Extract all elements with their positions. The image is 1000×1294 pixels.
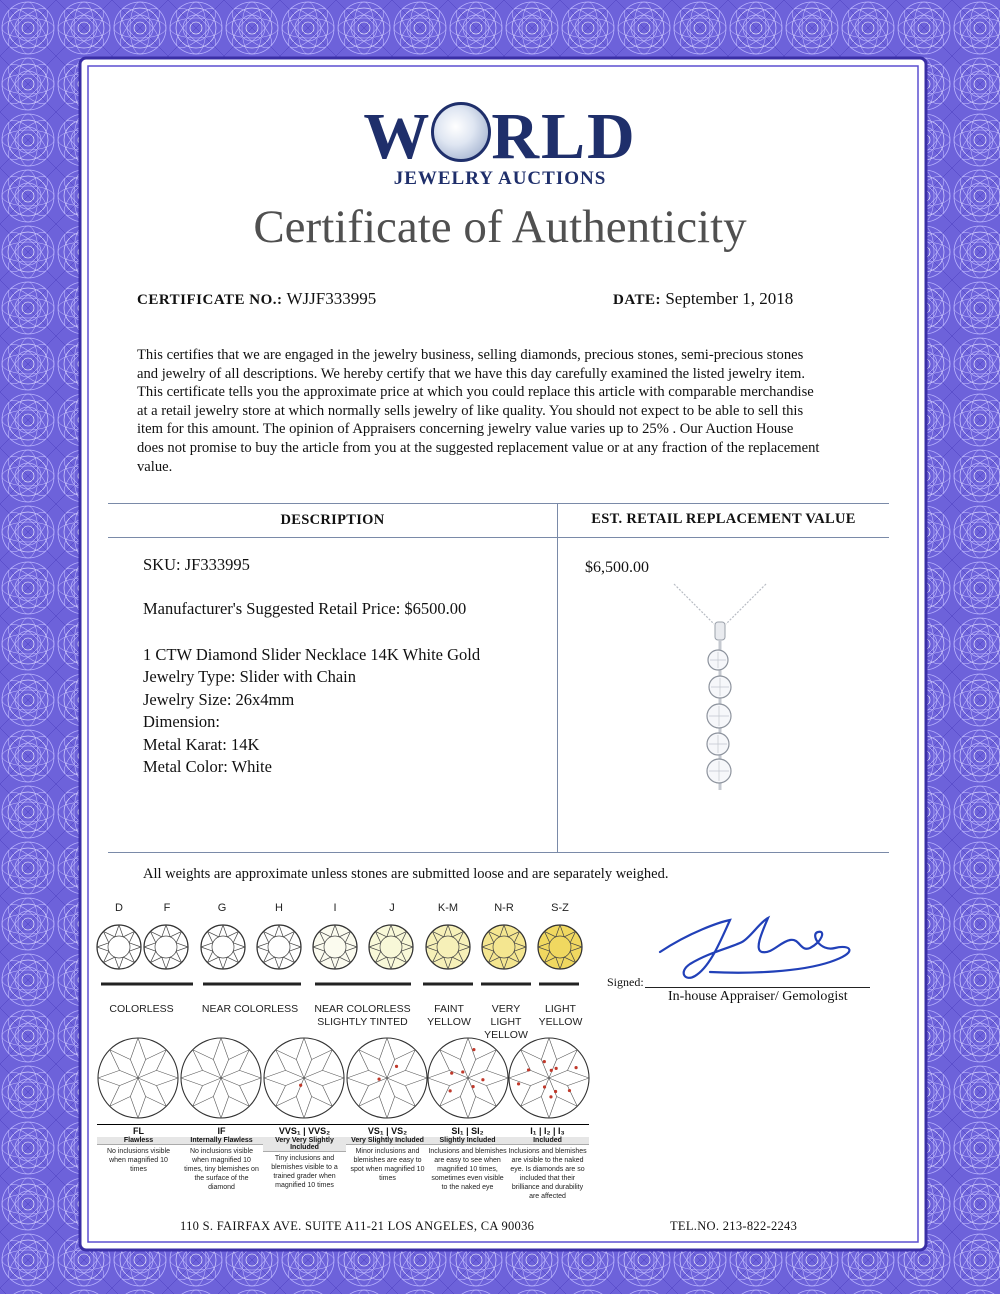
intro-line: value.	[137, 458, 173, 475]
clarity-gem-4	[347, 1038, 427, 1118]
logo-subtitle: JEWELRY AUCTIONS	[393, 168, 607, 189]
description-header: DESCRIPTION	[280, 512, 385, 528]
color-gem-2	[144, 925, 188, 969]
replacement-value: $6,500.00	[585, 559, 649, 576]
intro-line: and jewelry of all descriptions. We hereby certify that we have this day carefully examined the listed jewelry item.	[137, 365, 806, 382]
color-category-slightly-tinted: NEAR COLORLESS SLIGHTLY TINTED	[314, 1003, 411, 1028]
clarity-gem-3	[264, 1038, 344, 1118]
metal-color: Metal Color: White	[143, 757, 272, 776]
footer-phone: TEL.NO. 213-822-2243	[670, 1219, 798, 1233]
clarity-gem-5	[428, 1038, 508, 1118]
page-title: Certificate of Authenticity	[253, 201, 747, 253]
color-grade-letter: I	[333, 902, 337, 914]
signed-label: Signed:	[607, 975, 644, 989]
necklace-image	[660, 580, 780, 805]
clarity-i: I₁ | I₂ | I₃ Included Inclusions and blemishes are visible to the naked eye. Is diamonds are so included that their brilliance and durability are affected	[506, 1124, 589, 1201]
color-gem-5	[313, 925, 357, 969]
color-grade-letter: K-M	[437, 902, 459, 914]
signature-line	[645, 987, 870, 988]
color-gem-row	[93, 920, 583, 1000]
date-label: DATE:	[613, 292, 662, 308]
color-gem-3	[201, 925, 245, 969]
color-gem-4	[257, 925, 301, 969]
color-grade-letter: N-R	[494, 902, 514, 914]
clarity-gem-6	[509, 1038, 589, 1118]
color-grade-letter: J	[389, 902, 395, 914]
certification-text	[137, 346, 872, 476]
clarity-si: SI₁ | SI₂ Slightly Included Inclusions and blemishes are easy to see when magnified 10 times, sometimes even visible to the naked eye	[426, 1124, 509, 1192]
table-top-rule	[108, 503, 889, 504]
diamond-logo-icon	[431, 102, 491, 162]
color-category-near-colorless: NEAR COLORLESS	[201, 1003, 299, 1015]
intro-line: This certifies that we are engaged in the jewelry business, selling diamonds, precious stones, semi-precious stones	[137, 347, 804, 363]
footer-address: 110 S. FAIRFAX AVE. SUITE A11-21 LOS ANGELES, CA 90036	[180, 1219, 535, 1233]
color-gem-8	[482, 925, 526, 969]
color-grade-letter: D	[115, 902, 123, 914]
logo-wordmark: W RLD	[363, 100, 637, 173]
color-grade-letter: G	[217, 902, 227, 914]
weights-note: All weights are approximate unless stones are submitted loose and are separately weighed.	[143, 866, 669, 882]
jewelry-size: Jewelry Size: 26x4mm	[143, 690, 295, 709]
intro-line: This certificate tells you the approximate price at which you could replace this article with comparable merchandise	[137, 384, 814, 401]
metal-karat: Metal Karat: 14K	[143, 735, 260, 754]
certificate-label: CERTIFICATE NO.:	[137, 292, 283, 308]
item-title: 1 CTW Diamond Slider Necklace 14K White Gold	[143, 645, 481, 664]
jewelry-type: Jewelry Type: Slider with Chain	[143, 667, 357, 686]
appraiser-title: In-house Appraiser/ Gemologist	[668, 989, 848, 1004]
sku: SKU: JF333995	[143, 555, 250, 574]
color-gem-1	[97, 925, 141, 969]
color-grade-letter: S-Z	[551, 902, 569, 914]
dimension: Dimension:	[143, 712, 220, 731]
certificate-date	[613, 289, 793, 309]
color-gem-6	[369, 925, 413, 969]
color-category-faint-yellow: FAINT YELLOW	[427, 1003, 471, 1028]
color-gem-9	[538, 925, 582, 969]
clarity-gem-1	[98, 1038, 178, 1118]
clarity-vvs: VVS₁ | VVS₂ Very Very Slightly Included Tiny inclusions and blemishes visible to a trained grader when magnified 10 times	[263, 1124, 346, 1190]
date-value: September 1, 2018	[665, 289, 794, 308]
clarity-fl: FL Flawless No inclusions visible when magnified 10 times	[97, 1124, 180, 1174]
intro-line: at a retail jewelry store at which normally sells jewelry of like quality. You should not expect to be able to sell this	[137, 402, 804, 419]
table-header-rule	[108, 537, 889, 538]
intro-line: does not promise to buy the article from you at the suggested replacement value or at any fraction of the replacement	[137, 439, 820, 456]
clarity-gem-2	[181, 1038, 261, 1118]
table-bottom-rule	[108, 852, 889, 853]
clarity-if: IF Internally Flawless No inclusions visible when magnified 10 times, tiny blemishes on the surface of the diamond	[180, 1124, 263, 1192]
value-header: EST. RETAIL REPLACEMENT VALUE	[591, 511, 856, 527]
certificate-value: WJJF333995	[286, 289, 377, 308]
color-category-colorless: COLORLESS	[109, 1003, 174, 1015]
certificate-number	[137, 289, 376, 309]
appraiser-signature	[650, 912, 865, 984]
color-grade-letter: F	[163, 902, 171, 914]
color-category-light-yellow: LIGHT YELLOW	[538, 1003, 583, 1028]
msrp: Manufacturer's Suggested Retail Price: $6500.00	[143, 599, 467, 618]
company-logo	[0, 102, 1000, 190]
clarity-gem-row	[97, 1032, 597, 1124]
color-category-very-light-yellow: VERY LIGHT YELLOW	[484, 1003, 528, 1041]
clarity-vs: VS₁ | VS₂ Very Slightly Included Minor inclusions and blemishes are easy to spot when magnified 10 times	[346, 1124, 429, 1183]
color-grade-letter: H	[275, 902, 283, 914]
color-gem-7	[426, 925, 470, 969]
intro-line: item for this amount. The opinion of Appraisers concerning jewelry value varies up to 25% . Our Auction House	[137, 421, 794, 438]
table-divider	[557, 503, 558, 853]
